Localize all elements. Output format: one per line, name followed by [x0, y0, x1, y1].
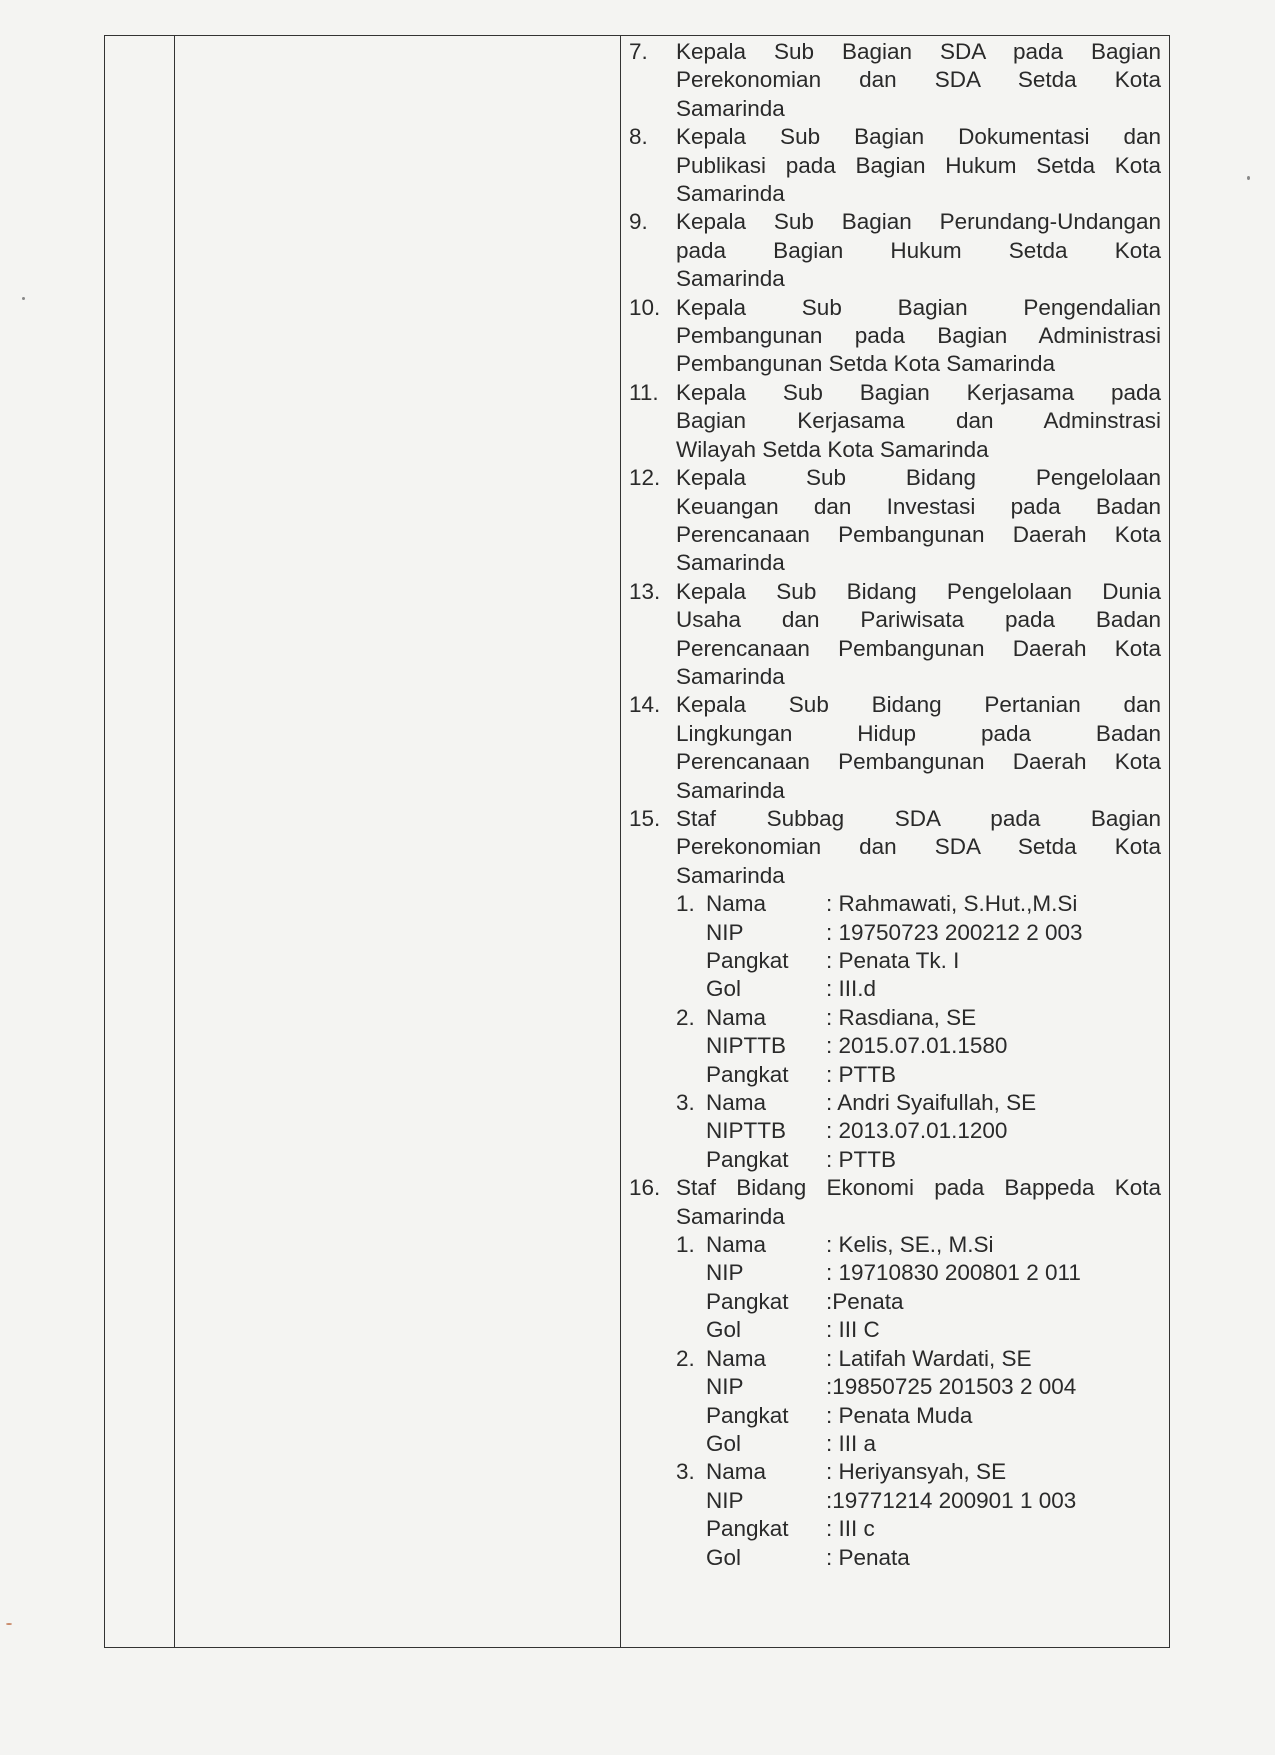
list-item — [629, 578, 1161, 692]
staff-field-row — [706, 1089, 1161, 1117]
field-label: Nama — [706, 1459, 767, 1485]
item-text-line: Kepala Sub Bagian SDA pada Bagian — [676, 39, 1161, 64]
item-number: 12. — [629, 465, 661, 491]
item-text-line: Samarinda — [676, 1203, 785, 1229]
field-value: : Penata Tk. I — [826, 948, 960, 973]
item-text-line: Kepala Sub Bagian Perundang-Undangan — [676, 209, 1161, 235]
item-text-line: Wilayah Setda Kota Samarinda — [676, 436, 989, 462]
scan-speck — [1247, 176, 1250, 180]
item-text-line: Pembangunan Setda Kota Samarinda — [676, 351, 1056, 377]
staff-field-row — [706, 1231, 1161, 1259]
list-item — [629, 691, 1161, 805]
staff-number: 3. — [676, 1459, 695, 1485]
item-text-line: Kepala Sub Bagian Dokumentasi dan — [676, 124, 1161, 150]
item-text-line: Staf Subbag SDA pada Bagian — [676, 805, 1161, 831]
field-value: :19850725 201503 2 004 — [826, 1374, 1077, 1400]
staff-field-row — [706, 1004, 1161, 1032]
field-value: : Andri Syaifullah, SE — [826, 1090, 1037, 1116]
staff-entry — [676, 1231, 1161, 1345]
staff-field-row — [706, 1458, 1161, 1486]
list-item — [629, 294, 1161, 379]
field-value: : 19750723 200212 2 003 — [826, 919, 1083, 945]
staff-field-row — [706, 1032, 1161, 1060]
field-value: : Penata Muda — [826, 1402, 973, 1428]
staff-fields — [706, 1458, 1161, 1572]
field-label: Pangkat — [706, 1061, 789, 1087]
item-text — [676, 208, 1161, 293]
field-label: Nama — [706, 1232, 767, 1258]
staff-entry — [676, 1458, 1161, 1572]
item-number: 8. — [629, 124, 648, 150]
staff-entry — [676, 1004, 1161, 1089]
item-text-line: Kepala Sub Bagian Pengendalian — [676, 294, 1161, 320]
item-number: 10. — [629, 294, 661, 320]
item-number: 16. — [629, 1175, 661, 1201]
list-content — [629, 38, 1161, 1572]
item-text — [676, 578, 1161, 692]
staff-field-row — [706, 947, 1161, 975]
item-text-line: Perekonomian dan SDA Setda Kota — [676, 834, 1161, 860]
item-number: 9. — [629, 209, 648, 235]
staff-field-row — [706, 1061, 1161, 1089]
list-item — [629, 464, 1161, 578]
field-label: Gol — [706, 976, 742, 1002]
item-text-line: Kepala Sub Bidang Pengelolaan — [676, 465, 1161, 491]
field-label: NIP — [706, 1260, 744, 1286]
list-item — [629, 38, 1161, 123]
item-text-line: Samarinda — [676, 550, 785, 576]
item-text — [676, 123, 1161, 208]
item-number: 13. — [629, 578, 661, 604]
list-item — [629, 379, 1161, 464]
item-number: 14. — [629, 692, 661, 718]
item-text — [676, 805, 1161, 890]
field-value: : III c — [826, 1516, 875, 1542]
item-number: 11. — [629, 379, 659, 405]
field-value: : Latifah Wardati, SE — [826, 1345, 1032, 1371]
staff-number: 3. — [676, 1090, 695, 1116]
staff-field-row — [706, 1345, 1161, 1373]
field-label: Nama — [706, 1090, 767, 1116]
item-text — [676, 379, 1161, 464]
field-value: : III a — [826, 1430, 877, 1456]
item-text-line: Keuangan dan Investasi pada Badan — [676, 493, 1161, 519]
field-value: : PTTB — [826, 1061, 897, 1087]
item-text-line: Perencanaan Pembangunan Daerah Kota — [676, 635, 1161, 661]
staff-fields — [706, 1345, 1161, 1459]
list-item — [629, 208, 1161, 293]
staff-fields — [706, 1089, 1161, 1174]
staff-field-row — [706, 1146, 1161, 1174]
staff-field-row — [706, 1259, 1161, 1287]
item-text-line: Samarinda — [676, 663, 785, 689]
item-number: 15. — [629, 805, 661, 831]
item-text — [676, 294, 1161, 379]
item-text-line: Perekonomian dan SDA Setda Kota — [676, 67, 1161, 93]
item-text-line: Kepala Sub Bagian Kerjasama pada — [676, 379, 1161, 405]
item-text-line: Bagian Kerjasama dan Adminstrasi — [676, 408, 1161, 434]
staff-field-row — [706, 975, 1161, 1003]
staff-number: 2. — [676, 1004, 695, 1030]
field-label: Pangkat — [706, 1288, 789, 1314]
staff-number: 1. — [676, 1232, 695, 1258]
staff-field-row — [706, 1117, 1161, 1145]
staff-field-row — [706, 890, 1161, 918]
item-text-line: Lingkungan Hidup pada Badan — [676, 720, 1161, 746]
item-text-line: Samarinda — [676, 266, 785, 292]
staff-entry — [676, 1089, 1161, 1174]
item-text-line: Staf Bidang Ekonomi pada Bappeda Kota — [676, 1175, 1161, 1201]
field-label: Pangkat — [706, 1402, 789, 1428]
item-text-line: Pembangunan pada Bagian Administrasi — [676, 323, 1161, 349]
item-text — [676, 38, 1161, 123]
field-value: : III C — [826, 1317, 880, 1343]
item-text-line: Kepala Sub Bidang Pertanian dan — [676, 692, 1161, 718]
field-label: Gol — [706, 1544, 742, 1570]
item-text-line: Publikasi pada Bagian Hukum Setda Kota — [676, 152, 1161, 178]
staff-fields — [706, 1231, 1161, 1345]
staff-field-row — [706, 919, 1161, 947]
item-number: 7. — [629, 39, 648, 64]
list-item — [629, 805, 1161, 890]
field-label: Nama — [706, 891, 767, 917]
field-value: : PTTB — [826, 1146, 897, 1172]
field-label: NIP — [706, 1487, 744, 1513]
item-text-line: Kepala Sub Bidang Pengelolaan Dunia — [676, 578, 1161, 604]
staff-field-row — [706, 1544, 1161, 1572]
item-text-line: pada Bagian Hukum Setda Kota — [676, 237, 1161, 263]
field-label: Nama — [706, 1345, 767, 1371]
field-label: Pangkat — [706, 948, 789, 973]
field-value: : Penata — [826, 1544, 910, 1570]
field-label: NIP — [706, 1374, 744, 1400]
item-text — [676, 1174, 1161, 1231]
scan-speck — [22, 297, 25, 300]
field-value: :Penata — [826, 1288, 904, 1314]
field-value: : 2015.07.01.1580 — [826, 1033, 1008, 1059]
list-item — [629, 1174, 1161, 1231]
list-item — [629, 123, 1161, 208]
field-value: : 2013.07.01.1200 — [826, 1118, 1008, 1144]
staff-field-row — [706, 1402, 1161, 1430]
item-text-line: Samarinda — [676, 777, 785, 803]
field-label: NIP — [706, 919, 744, 945]
field-value: : Rasdiana, SE — [826, 1004, 977, 1030]
column-divider-2 — [620, 36, 621, 1647]
item-text — [676, 464, 1161, 578]
field-label: Nama — [706, 1004, 767, 1030]
staff-field-row — [706, 1515, 1161, 1543]
field-value: : Kelis, SE., M.Si — [826, 1232, 994, 1258]
staff-field-row — [706, 1487, 1161, 1515]
document-table — [104, 35, 1170, 1648]
scan-speck — [6, 1623, 12, 1625]
field-label: Pangkat — [706, 1146, 789, 1172]
staff-field-row — [706, 1430, 1161, 1458]
staff-entry — [676, 1345, 1161, 1459]
field-label: NIPTTB — [706, 1033, 787, 1059]
field-value: : Heriyansyah, SE — [826, 1459, 1007, 1485]
staff-field-row — [706, 1316, 1161, 1344]
column-divider-1 — [174, 36, 175, 1647]
field-label: NIPTTB — [706, 1118, 787, 1144]
field-label: Gol — [706, 1430, 742, 1456]
field-label: Pangkat — [706, 1516, 789, 1542]
field-value: :19771214 200901 1 003 — [826, 1487, 1077, 1513]
staff-number: 2. — [676, 1345, 695, 1371]
staff-number: 1. — [676, 891, 695, 917]
staff-fields — [706, 890, 1161, 1004]
item-text-line: Samarinda — [676, 181, 785, 207]
field-value: : 19710830 200801 2 011 — [826, 1260, 1081, 1286]
item-text-line: Samarinda — [676, 95, 785, 121]
item-text-line: Perencanaan Pembangunan Daerah Kota — [676, 749, 1161, 775]
field-value: : III.d — [826, 976, 877, 1002]
staff-entry — [676, 890, 1161, 1004]
field-label: Gol — [706, 1317, 742, 1343]
item-text-line: Samarinda — [676, 862, 785, 888]
staff-field-row — [706, 1373, 1161, 1401]
staff-field-row — [706, 1288, 1161, 1316]
item-text-line: Usaha dan Pariwisata pada Badan — [676, 607, 1161, 633]
staff-fields — [706, 1004, 1161, 1089]
item-text-line: Perencanaan Pembangunan Daerah Kota — [676, 521, 1161, 547]
item-text — [676, 691, 1161, 805]
field-value: : Rahmawati, S.Hut.,M.Si — [826, 891, 1078, 917]
